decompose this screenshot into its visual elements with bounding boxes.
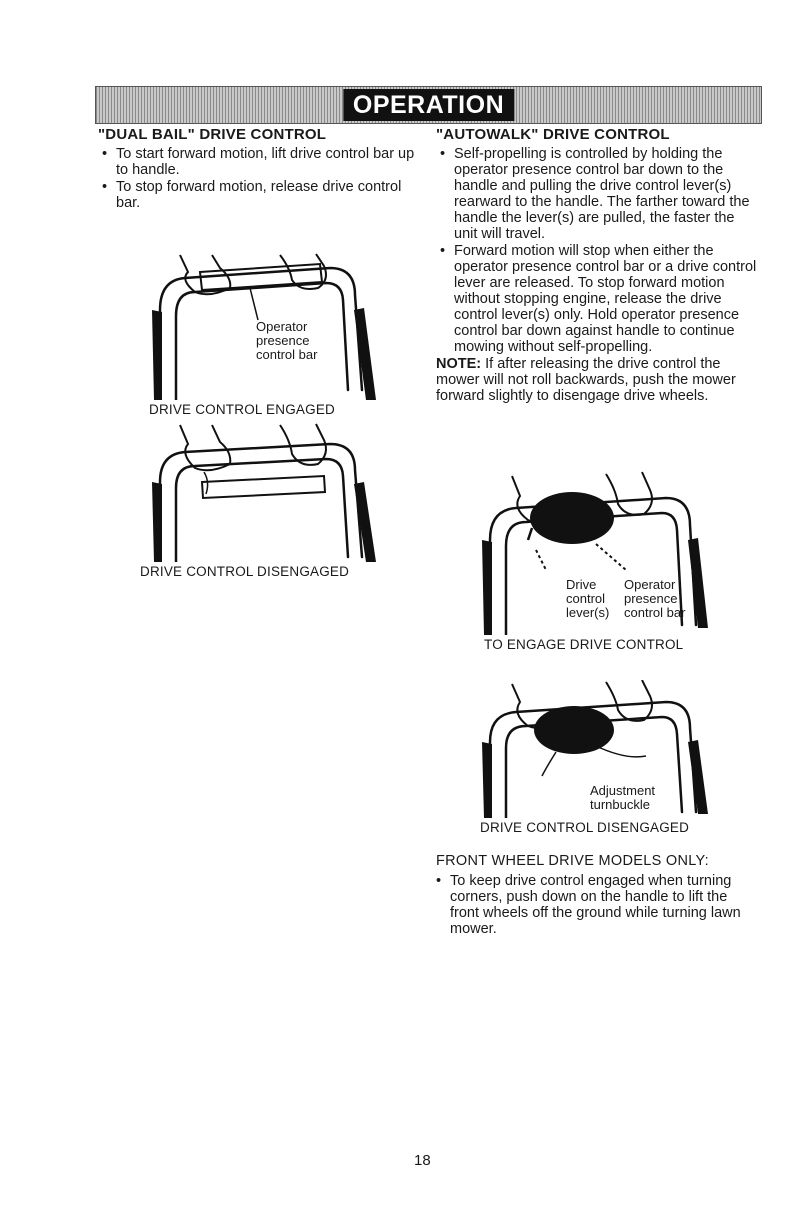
front-wheel-drive-heading: FRONT WHEEL DRIVE MODELS ONLY: [436, 853, 710, 869]
dual-bail-bullets [98, 146, 424, 211]
autowalk-heading: "AUTOWALK" DRIVE CONTROL [436, 126, 670, 143]
section-banner [95, 86, 762, 124]
left-column [98, 127, 424, 212]
callout-line: control [566, 591, 606, 606]
section-title: OPERATION [343, 89, 514, 121]
dual-bail-heading: "DUAL BAIL" DRIVE CONTROL [98, 126, 327, 143]
callout-line: Operator [256, 319, 308, 334]
figure-caption-to-engage: TO ENGAGE DRIVE CONTROL [484, 637, 684, 652]
callout-line: presence [624, 591, 678, 606]
figure-drive-control-disengaged [140, 422, 380, 562]
note-text: If after releasing the drive control the mower will not roll backwards, push the mower forward slightly to disengage drive wheels. [436, 356, 736, 404]
autowalk-bullets [436, 146, 760, 355]
front-wheel-drive-section [432, 873, 752, 938]
figure-autowalk-disengaged [476, 680, 710, 818]
operator-presence-callout [256, 320, 317, 362]
list-item: • Forward motion will stop when either the operator presence control bar or a drive control lever are released. To stop forward motion without stopping engine, release the drive control lever(s) only. Hold operator presence control bar down against handle to continue mowing without self-propelling. [436, 243, 760, 355]
note-label: NOTE: [436, 356, 482, 372]
drive-control-lever-callout [566, 578, 609, 620]
right-column [436, 127, 760, 404]
callout-line: presence [256, 333, 310, 348]
list-item: • To start forward motion, lift drive control bar up to handle. [98, 146, 424, 178]
callout-line: Operator [624, 577, 676, 592]
adjustment-turnbuckle-callout [590, 784, 655, 812]
page-number: 18 [414, 1152, 431, 1169]
figure-caption-disengaged: DRIVE CONTROL DISENGAGED [140, 564, 350, 579]
front-wheel-bullets [432, 873, 752, 937]
figure-to-engage [476, 470, 710, 635]
list-item: • Self-propelling is controlled by holding the operator presence control bar down to the handle and pulling the drive control lever(s) rearward to the handle. The farther toward the handle the lever(s) are pulled, the faster the unit will travel. [436, 146, 760, 242]
operator-presence-callout [624, 578, 685, 620]
callout-line: control bar [256, 347, 318, 362]
handle-illustration [140, 422, 380, 562]
figure-caption-engaged: DRIVE CONTROL ENGAGED [149, 402, 335, 417]
callout-line: Adjustment [590, 783, 656, 798]
callout-line: lever(s) [566, 605, 610, 620]
note-paragraph [436, 356, 760, 404]
figure-caption-autowalk-disengaged: DRIVE CONTROL DISENGAGED [480, 820, 690, 835]
callout-line: Drive [566, 577, 597, 592]
callout-line: turnbuckle [590, 797, 650, 812]
list-item: • To stop forward motion, release drive control bar. [98, 179, 424, 211]
list-item: • To keep drive control engaged when turning corners, push down on the handle to lift the front wheels off the ground while turning lawn mower. [432, 873, 752, 937]
figure-drive-control-engaged [140, 250, 380, 400]
callout-line: control bar [624, 605, 686, 620]
